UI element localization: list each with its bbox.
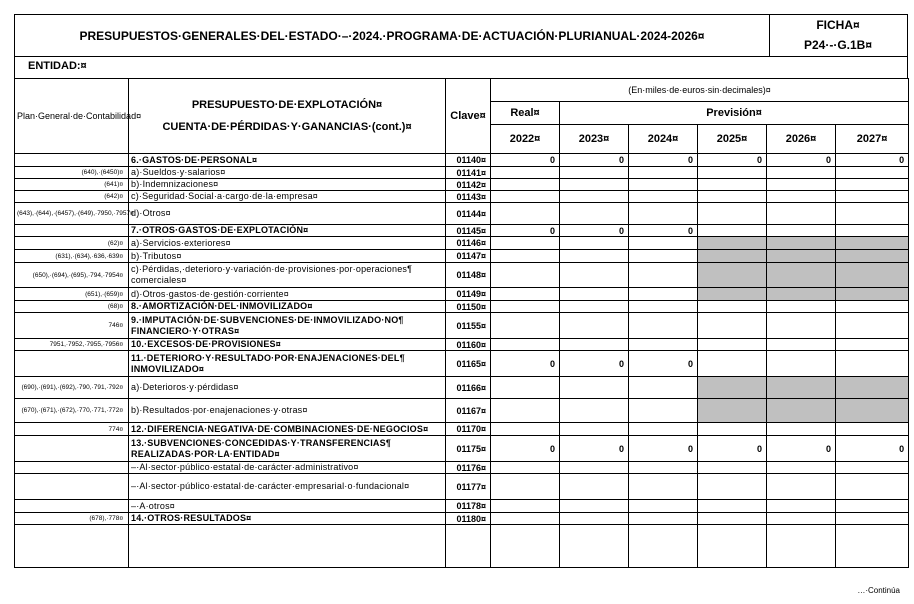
- value-cell[interactable]: 0: [836, 436, 909, 462]
- plan-code-cell: [15, 225, 129, 237]
- value-cell[interactable]: [698, 339, 767, 351]
- value-cell[interactable]: 0: [560, 154, 629, 167]
- budget-header-line2: CUENTA·DE·PÉRDIDAS·Y·GANANCIAS·(cont.)¤: [162, 121, 412, 133]
- clave-cell: 01142¤: [446, 179, 491, 191]
- concept-cell: c)·Pérdidas,·deterioro·y·variación·de·provisiones·por·operaciones¶ comerciales¤: [129, 263, 446, 288]
- value-cell[interactable]: [560, 167, 629, 179]
- plan-code-cell: (640),·(6450)¤: [15, 167, 129, 179]
- value-cell[interactable]: [629, 179, 698, 191]
- concept-cell: 14.·OTROS·RESULTADOS¤: [129, 513, 446, 525]
- table-row: [15, 191, 909, 203]
- table-row: [15, 301, 909, 313]
- plan-code-cell: (670),·(671),·(672),·770,·771,·772¤: [15, 399, 129, 423]
- value-cell[interactable]: [698, 203, 767, 225]
- clave-header: Clave¤: [446, 79, 491, 154]
- plan-code-cell: [15, 525, 129, 568]
- value-cell[interactable]: [767, 288, 836, 301]
- budget-header-line1: PRESUPUESTO·DE·EXPLOTACIÓN¤: [191, 99, 383, 111]
- concept-cell: b)·Tributos¤: [129, 250, 446, 263]
- value-cell[interactable]: [491, 500, 560, 513]
- plan-code-cell: (642)¤: [15, 191, 129, 203]
- value-cell[interactable]: [560, 399, 629, 423]
- value-cell[interactable]: [836, 339, 909, 351]
- value-cell[interactable]: [767, 377, 836, 399]
- value-cell[interactable]: [836, 462, 909, 474]
- value-cell[interactable]: [836, 167, 909, 179]
- value-cell[interactable]: [491, 423, 560, 436]
- value-cell[interactable]: [836, 301, 909, 313]
- value-cell[interactable]: [767, 301, 836, 313]
- value-cell[interactable]: [560, 191, 629, 203]
- value-cell[interactable]: [560, 250, 629, 263]
- value-cell[interactable]: 0: [560, 436, 629, 462]
- concept-cell: [129, 525, 446, 568]
- units-label: (En·miles·de·euros·sin·decimales)¤: [491, 79, 909, 102]
- value-cell[interactable]: 0: [491, 436, 560, 462]
- value-cell[interactable]: [698, 250, 767, 263]
- table-row: [15, 225, 909, 237]
- clave-cell: 01160¤: [446, 339, 491, 351]
- value-cell[interactable]: [698, 513, 767, 525]
- value-cell[interactable]: [560, 313, 629, 339]
- value-cell[interactable]: [698, 237, 767, 250]
- value-cell[interactable]: [491, 237, 560, 250]
- value-cell[interactable]: [767, 399, 836, 423]
- clave-cell: 01148¤: [446, 263, 491, 288]
- value-cell[interactable]: [767, 474, 836, 500]
- plan-code-cell: [15, 436, 129, 462]
- value-cell[interactable]: [836, 263, 909, 288]
- clave-cell: 01150¤: [446, 301, 491, 313]
- plan-code-cell: [15, 462, 129, 474]
- value-cell[interactable]: [491, 179, 560, 191]
- plan-code-cell: 7951,·7952,·7955,·7956¤: [15, 339, 129, 351]
- value-cell[interactable]: [629, 203, 698, 225]
- table-row: [15, 377, 909, 399]
- clave-cell: 01147¤: [446, 250, 491, 263]
- value-cell[interactable]: [491, 399, 560, 423]
- value-cell[interactable]: [767, 225, 836, 237]
- value-cell[interactable]: [491, 377, 560, 399]
- plan-code-cell: (641)¤: [15, 179, 129, 191]
- value-cell[interactable]: [629, 191, 698, 203]
- concept-cell: b)·Indemnizaciones¤: [129, 179, 446, 191]
- plan-code-cell: (631),·(634),·636,·639¤: [15, 250, 129, 263]
- clave-cell: 01140¤: [446, 154, 491, 167]
- value-cell[interactable]: [836, 250, 909, 263]
- value-cell[interactable]: [698, 191, 767, 203]
- value-cell[interactable]: [629, 313, 698, 339]
- value-cell[interactable]: [767, 525, 836, 568]
- year-2023: 2023¤: [560, 125, 629, 154]
- table-row: [15, 288, 909, 301]
- value-cell[interactable]: [560, 203, 629, 225]
- ficha-box: [769, 15, 907, 56]
- concept-cell: 11.·DETERIORO·Y·RESULTADO·POR·ENAJENACIONES·DEL¶ INMOVILIZADO¤: [129, 351, 446, 377]
- value-cell[interactable]: [836, 399, 909, 423]
- value-cell[interactable]: [629, 288, 698, 301]
- plan-code-cell: (68)¤: [15, 301, 129, 313]
- clave-cell: 01180¤: [446, 513, 491, 525]
- value-cell[interactable]: [560, 423, 629, 436]
- value-cell[interactable]: [836, 474, 909, 500]
- value-cell[interactable]: [629, 399, 698, 423]
- value-cell[interactable]: [698, 462, 767, 474]
- plan-code-cell: (690),·(691),·(692),·790,·791,·792¤: [15, 377, 129, 399]
- clave-cell: 01155¤: [446, 313, 491, 339]
- value-cell[interactable]: [560, 263, 629, 288]
- form-header: [14, 14, 908, 57]
- value-cell[interactable]: 0: [491, 225, 560, 237]
- plan-code-cell: (62)¤: [15, 237, 129, 250]
- year-2026: 2026¤: [767, 125, 836, 154]
- table-row: [15, 525, 909, 568]
- value-cell[interactable]: [767, 313, 836, 339]
- value-cell[interactable]: [491, 339, 560, 351]
- table-row: [15, 313, 909, 339]
- value-cell[interactable]: [698, 351, 767, 377]
- value-cell[interactable]: [491, 263, 560, 288]
- clave-cell: 01166¤: [446, 377, 491, 399]
- value-cell[interactable]: 0: [560, 351, 629, 377]
- value-cell[interactable]: [698, 377, 767, 399]
- clave-cell: 01143¤: [446, 191, 491, 203]
- real-header: Real¤: [491, 101, 560, 125]
- value-cell[interactable]: [629, 237, 698, 250]
- value-cell[interactable]: 0: [491, 154, 560, 167]
- clave-cell: 01167¤: [446, 399, 491, 423]
- value-cell[interactable]: [491, 288, 560, 301]
- table-row: [15, 154, 909, 167]
- clave-cell: 01170¤: [446, 423, 491, 436]
- value-cell[interactable]: [629, 377, 698, 399]
- year-2027: 2027¤: [836, 125, 909, 154]
- value-cell[interactable]: [836, 525, 909, 568]
- value-cell[interactable]: [560, 525, 629, 568]
- value-cell[interactable]: [698, 263, 767, 288]
- value-cell[interactable]: [629, 263, 698, 288]
- plan-code-cell: [15, 474, 129, 500]
- value-cell[interactable]: [491, 525, 560, 568]
- value-cell[interactable]: [698, 525, 767, 568]
- value-cell[interactable]: [560, 474, 629, 500]
- value-cell[interactable]: [767, 423, 836, 436]
- value-cell[interactable]: [767, 179, 836, 191]
- value-cell[interactable]: [836, 313, 909, 339]
- value-cell[interactable]: [629, 462, 698, 474]
- value-cell[interactable]: [560, 288, 629, 301]
- continua-label: …·Continúa: [857, 586, 900, 595]
- value-cell[interactable]: 0: [767, 154, 836, 167]
- value-cell[interactable]: [698, 313, 767, 339]
- value-cell[interactable]: 0: [836, 154, 909, 167]
- value-cell[interactable]: 0: [629, 436, 698, 462]
- value-cell[interactable]: [491, 313, 560, 339]
- value-cell[interactable]: [836, 513, 909, 525]
- clave-cell: 01144¤: [446, 203, 491, 225]
- plan-code-cell: (643),·(644),·(6457),·(649),·7950,·7957¤: [15, 203, 129, 225]
- value-cell[interactable]: 0: [629, 225, 698, 237]
- value-cell[interactable]: [629, 339, 698, 351]
- clave-cell: 01146¤: [446, 237, 491, 250]
- plan-code-cell: 774¤: [15, 423, 129, 436]
- value-cell[interactable]: [767, 500, 836, 513]
- budget-table: [14, 78, 909, 568]
- value-cell[interactable]: [767, 263, 836, 288]
- value-cell[interactable]: 0: [629, 351, 698, 377]
- value-cell[interactable]: [491, 191, 560, 203]
- value-cell[interactable]: 0: [491, 351, 560, 377]
- value-cell[interactable]: [560, 500, 629, 513]
- value-cell[interactable]: [698, 301, 767, 313]
- concept-cell: 13.·SUBVENCIONES·CONCEDIDAS·Y·TRANSFERENCIAS¶ REALIZADAS·POR·LA·ENTIDAD¤: [129, 436, 446, 462]
- value-cell[interactable]: [491, 301, 560, 313]
- value-cell[interactable]: [629, 423, 698, 436]
- clave-cell: 01175¤: [446, 436, 491, 462]
- value-cell[interactable]: [560, 301, 629, 313]
- concept-cell: –·Al·sector·público·estatal·de·carácter·administrativo¤: [129, 462, 446, 474]
- table-row: [15, 513, 909, 525]
- value-cell[interactable]: [629, 525, 698, 568]
- concept-cell: a)·Servicios·exteriores¤: [129, 237, 446, 250]
- value-cell[interactable]: [629, 301, 698, 313]
- table-row: [15, 237, 909, 250]
- clave-cell: 01176¤: [446, 462, 491, 474]
- value-cell[interactable]: 0: [629, 154, 698, 167]
- value-cell[interactable]: [698, 423, 767, 436]
- value-cell[interactable]: [491, 167, 560, 179]
- value-cell[interactable]: [836, 288, 909, 301]
- plan-code-cell: [15, 351, 129, 377]
- value-cell[interactable]: [491, 203, 560, 225]
- value-cell[interactable]: [491, 462, 560, 474]
- value-cell[interactable]: [767, 462, 836, 474]
- value-cell[interactable]: [767, 237, 836, 250]
- value-cell[interactable]: [560, 513, 629, 525]
- value-cell[interactable]: [629, 500, 698, 513]
- value-cell[interactable]: [767, 203, 836, 225]
- plan-code-cell: [15, 154, 129, 167]
- value-cell[interactable]: [560, 462, 629, 474]
- clave-cell: 01177¤: [446, 474, 491, 500]
- value-cell[interactable]: [767, 250, 836, 263]
- value-cell[interactable]: [629, 250, 698, 263]
- clave-cell: 01145¤: [446, 225, 491, 237]
- concept-cell: 9.·IMPUTACIÓN·DE·SUBVENCIONES·DE·INMOVILIZADO·NO¶ FINANCIERO·Y·OTRAS¤: [129, 313, 446, 339]
- value-cell[interactable]: [560, 237, 629, 250]
- value-cell[interactable]: [767, 191, 836, 203]
- value-cell[interactable]: [698, 399, 767, 423]
- table-row: [15, 500, 909, 513]
- value-cell[interactable]: [836, 500, 909, 513]
- table-row: [15, 351, 909, 377]
- concept-cell: a)·Deterioros·y·pérdidas¤: [129, 377, 446, 399]
- concept-cell: 7.·OTROS·GASTOS·DE·EXPLOTACIÓN¤: [129, 225, 446, 237]
- value-cell[interactable]: [698, 288, 767, 301]
- clave-cell: 01165¤: [446, 351, 491, 377]
- value-cell[interactable]: [767, 351, 836, 377]
- value-cell[interactable]: [836, 191, 909, 203]
- concept-cell: d)·Otros·gastos·de·gestión·corriente¤: [129, 288, 446, 301]
- value-cell[interactable]: [629, 513, 698, 525]
- value-cell[interactable]: [767, 339, 836, 351]
- table-row: [15, 474, 909, 500]
- table-row: [15, 167, 909, 179]
- ficha-code: P24·-·G.1B¤: [803, 38, 873, 52]
- value-cell[interactable]: 0: [767, 436, 836, 462]
- value-cell[interactable]: 0: [560, 225, 629, 237]
- year-2025: 2025¤: [698, 125, 767, 154]
- clave-cell: 01149¤: [446, 288, 491, 301]
- concept-cell: 8.·AMORTIZACIÓN·DEL·INMOVILIZADO¤: [129, 301, 446, 313]
- clave-cell: 01178¤: [446, 500, 491, 513]
- concept-cell: 12.·DIFERENCIA·NEGATIVA·DE·COMBINACIONES·DE·NEGOCIOS¤: [129, 423, 446, 436]
- plan-code-cell: (650),·(694),·(695),·794,·7954¤: [15, 263, 129, 288]
- value-cell[interactable]: [836, 237, 909, 250]
- value-cell[interactable]: 0: [698, 154, 767, 167]
- table-row: [15, 436, 909, 462]
- value-cell[interactable]: [836, 203, 909, 225]
- value-cell[interactable]: [836, 351, 909, 377]
- value-cell[interactable]: [491, 474, 560, 500]
- value-cell[interactable]: [698, 500, 767, 513]
- value-cell[interactable]: [629, 474, 698, 500]
- value-cell[interactable]: [836, 225, 909, 237]
- value-cell[interactable]: [698, 179, 767, 191]
- table-row: [15, 250, 909, 263]
- plan-header: Plan·General·de·Contabilidad¤: [15, 79, 129, 154]
- concept-cell: c)·Seguridad·Social·a·cargo·de·la·empresa¤: [129, 191, 446, 203]
- concept-cell: –·Al·sector·público·estatal·de·carácter·empresarial·o·fundacional¤: [129, 474, 446, 500]
- plan-code-cell: (678),·778¤: [15, 513, 129, 525]
- plan-code-cell: 746¤: [15, 313, 129, 339]
- table-row: [15, 462, 909, 474]
- value-cell[interactable]: [560, 179, 629, 191]
- table-row: [15, 339, 909, 351]
- value-cell[interactable]: [491, 513, 560, 525]
- concept-cell: 10.·EXCESOS·DE·PROVISIONES¤: [129, 339, 446, 351]
- table-row: [15, 399, 909, 423]
- ficha-label: FICHA¤: [816, 18, 860, 32]
- year-2024: 2024¤: [629, 125, 698, 154]
- prevision-header: Previsión¤: [560, 101, 909, 125]
- value-cell[interactable]: [836, 377, 909, 399]
- clave-cell: [446, 525, 491, 568]
- table-row: [15, 263, 909, 288]
- plan-code-cell: [15, 500, 129, 513]
- value-cell[interactable]: [698, 474, 767, 500]
- table-row: [15, 203, 909, 225]
- value-cell[interactable]: [698, 167, 767, 179]
- concept-cell: 6.·GASTOS·DE·PERSONAL¤: [129, 154, 446, 167]
- concept-cell: a)·Sueldos·y·salarios¤: [129, 167, 446, 179]
- table-row: [15, 179, 909, 191]
- concept-cell: –·A·otros¤: [129, 500, 446, 513]
- value-cell[interactable]: [767, 167, 836, 179]
- concept-cell: b)·Resultados·por·enajenaciones·y·otras¤: [129, 399, 446, 423]
- entidad-label: ENTIDAD:¤: [14, 57, 908, 78]
- value-cell[interactable]: [491, 250, 560, 263]
- budget-header: [129, 79, 446, 154]
- plan-code-cell: (651),·(659)¤: [15, 288, 129, 301]
- value-cell[interactable]: [836, 423, 909, 436]
- value-cell[interactable]: [836, 179, 909, 191]
- value-cell[interactable]: [698, 225, 767, 237]
- value-cell[interactable]: 0: [698, 436, 767, 462]
- value-cell[interactable]: [560, 377, 629, 399]
- table-row: [15, 423, 909, 436]
- form-title: PRESUPUESTOS·GENERALES·DEL·ESTADO·–·2024.·PROGRAMA·DE·ACTUACIÓN·PLURIANUAL·2024-2026¤: [15, 15, 770, 56]
- value-cell[interactable]: [560, 339, 629, 351]
- year-2022: 2022¤: [491, 125, 560, 154]
- concept-cell: d)·Otros¤: [129, 203, 446, 225]
- value-cell[interactable]: [629, 167, 698, 179]
- clave-cell: 01141¤: [446, 167, 491, 179]
- value-cell[interactable]: [767, 513, 836, 525]
